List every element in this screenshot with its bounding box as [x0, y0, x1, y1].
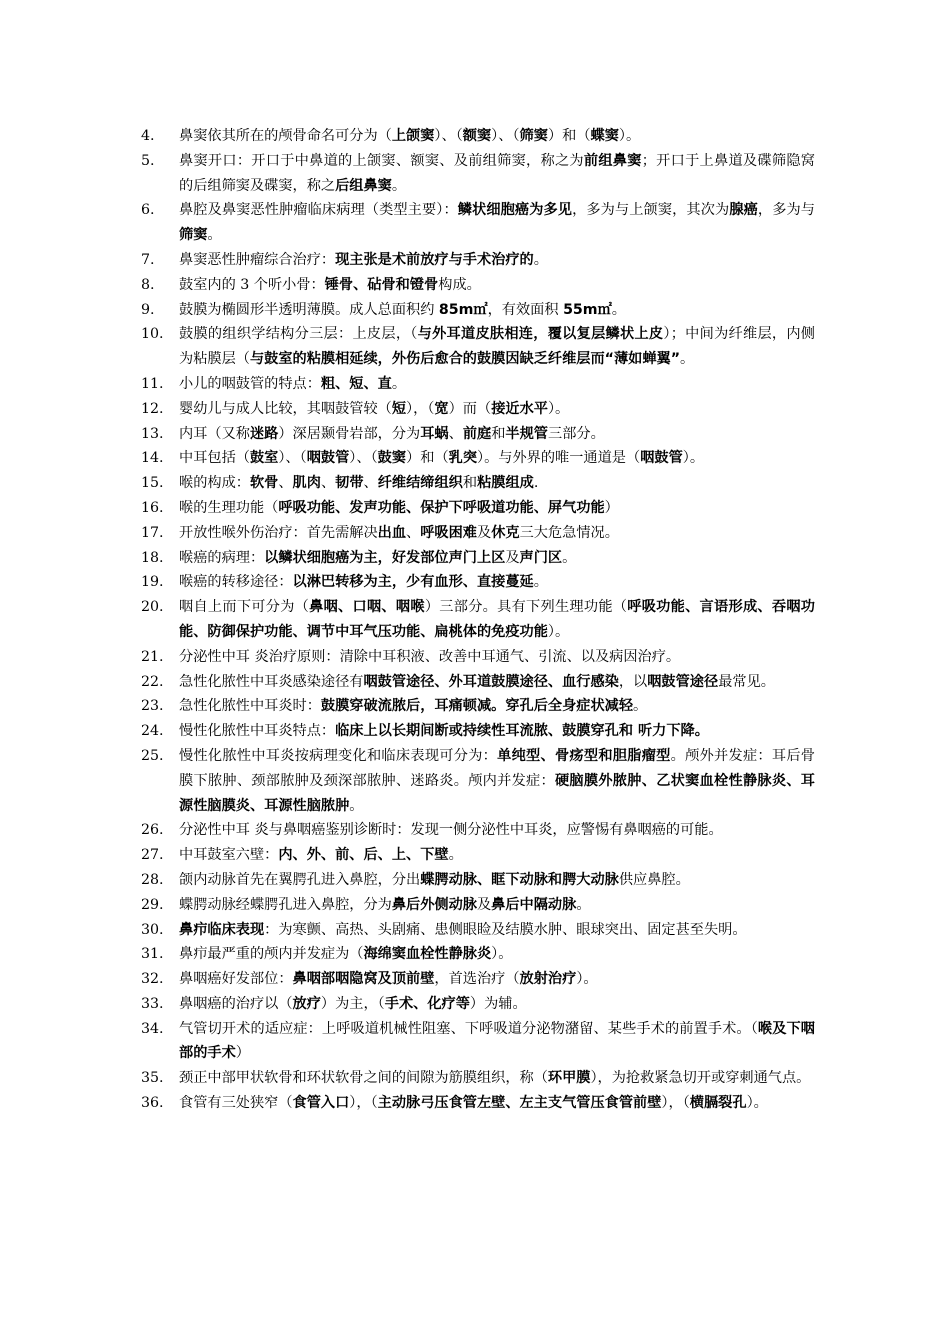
text-fragment: 蝶腭动脉经蝶腭孔进入鼻腔，分为 — [179, 896, 392, 913]
item-text — [179, 124, 815, 149]
item-text — [179, 570, 815, 595]
text-fragment: 。颅外并发症：耳后骨膜下脓肿、颈部脓肿及颈深部脓肿、迷路炎。颅内并发症： — [179, 747, 815, 789]
list-item — [0, 471, 950, 496]
list-item — [0, 918, 950, 943]
item-number: 7. — [141, 251, 155, 268]
item-text — [179, 198, 815, 248]
bold-answer: 放疗 — [292, 995, 321, 1012]
item-number: 24. — [141, 723, 164, 740]
bold-answer: 咽鼓管途径 — [647, 673, 719, 690]
list-item — [0, 446, 950, 471]
text-fragment: 喉的构成： — [179, 475, 250, 492]
list-item — [0, 124, 950, 149]
text-fragment: 鼻疖最严重的颅内并发症为（ — [179, 946, 364, 963]
bold-answer: 腺癌 — [729, 202, 758, 219]
item-number: 12. — [141, 400, 164, 417]
item-text — [179, 1066, 815, 1091]
text-fragment: ，首选治疗（ — [434, 971, 520, 988]
text-fragment: . — [533, 475, 539, 492]
text-fragment: 喉的生理功能（ — [179, 499, 279, 516]
list-item — [0, 149, 950, 199]
text-fragment: ，多为与上颌窦，其次为 — [572, 202, 730, 219]
text-fragment: 中耳鼓室六壁： — [179, 847, 279, 864]
list-item — [0, 595, 950, 645]
bold-answer: 单纯型、骨疡型和胆脂瘤型 — [497, 747, 671, 764]
text-fragment: ）。 — [576, 971, 598, 988]
bold-answer: 蝶腭动脉、眶下动脉和腭大动脉 — [420, 871, 619, 888]
bold-answer: 粘膜组成 — [477, 475, 534, 492]
text-fragment: 和 — [462, 475, 478, 492]
text-fragment: 急性化脓性中耳炎时： — [179, 698, 321, 715]
text-fragment: ），（ — [661, 1095, 690, 1112]
text-fragment: ）三部分。具有下列生理功能（ — [424, 599, 628, 616]
item-text — [179, 645, 815, 670]
item-text — [179, 273, 815, 298]
text-fragment: ）而（ — [448, 400, 492, 417]
item-text — [179, 1091, 815, 1116]
item-number: 22. — [141, 673, 164, 690]
list-item — [0, 422, 950, 447]
item-number: 11. — [141, 375, 164, 392]
bold-answer: 额窦 — [462, 128, 492, 144]
list-item — [0, 248, 950, 273]
text-fragment: ）为辅。 — [469, 995, 527, 1012]
bold-answer: 鳞状细胞癌为多见 — [457, 202, 573, 219]
list-item — [0, 992, 950, 1017]
item-text — [179, 322, 815, 372]
item-text — [179, 298, 815, 323]
text-fragment: 咽自上而下可分为（ — [179, 599, 310, 616]
bold-answer: 纤维结缔组织 — [377, 475, 463, 492]
list-item — [0, 570, 950, 595]
text-fragment: 喉癌的转移途径： — [179, 574, 293, 591]
item-text — [179, 149, 815, 199]
item-text — [179, 992, 815, 1017]
document-body — [0, 124, 950, 1116]
item-number: 26. — [141, 822, 164, 839]
text-fragment: 小儿的咽鼓管的特点： — [179, 375, 321, 392]
text-fragment: ）和（ — [547, 128, 591, 144]
item-number: 31. — [141, 946, 164, 963]
bold-answer: 锤骨、砧骨和镫骨 — [324, 276, 439, 293]
text-fragment: ；开口于上鼻道及碟筛隐窝的后组筛窦及碟窦，称之 — [179, 152, 815, 194]
bold-answer: 肌肉 — [292, 475, 321, 492]
text-fragment: ） — [604, 499, 619, 516]
text-fragment: 。 — [680, 351, 695, 368]
text-fragment: 供应鼻腔。 — [618, 871, 690, 888]
text-fragment: 鼻窦开口：开口于中鼻道的上颌窦、额窦、及前组筛窦，称之为 — [179, 152, 584, 169]
item-number: 16. — [141, 499, 164, 516]
item-number: 34. — [141, 1020, 164, 1037]
item-number: 6. — [141, 202, 155, 219]
bold-answer: 鼓膜穿破流脓后，耳痛顿减。穿孔后全身症状减轻 — [320, 698, 634, 715]
item-number: 10. — [141, 326, 164, 343]
item-number: 21. — [141, 648, 164, 665]
text-fragment: 慢性化脓性中耳炎按病理变化和临床表现可分为： — [179, 747, 498, 764]
list-item — [0, 719, 950, 744]
item-text — [179, 446, 815, 471]
bold-answer: 鼓窦 — [377, 450, 407, 467]
text-fragment: ）、（ — [349, 450, 378, 467]
bold-answer: 喉及下咽部的手术 — [179, 1020, 815, 1062]
item-text — [179, 397, 815, 422]
text-fragment: 、 — [363, 475, 378, 492]
list-item — [0, 372, 950, 397]
item-number: 33. — [141, 995, 164, 1012]
item-text — [179, 744, 815, 818]
text-fragment: ）。 — [618, 128, 641, 144]
bold-answer: 韧带 — [335, 475, 364, 492]
bold-answer: 上颌窦 — [391, 128, 435, 144]
item-text — [179, 422, 815, 447]
bold-answer: 前组鼻窦 — [583, 152, 642, 169]
text-fragment: ）。 — [746, 1095, 768, 1112]
list-item — [0, 397, 950, 422]
list-item — [0, 298, 950, 323]
bold-answer: 主动脉弓压食管左壁、左主支气管压食管前壁 — [377, 1095, 662, 1112]
item-text — [179, 595, 815, 645]
item-text — [179, 471, 815, 496]
text-fragment: ）、（ — [434, 128, 463, 144]
item-text — [179, 942, 815, 967]
bold-answer: 呼吸困难 — [420, 524, 477, 541]
bold-answer: 鼻咽部咽隐窝及顶前壁 — [292, 971, 435, 988]
item-text — [179, 719, 815, 744]
text-fragment: 三部分。 — [548, 425, 605, 442]
text-fragment: 构成。 — [438, 276, 481, 293]
text-fragment: 及 — [477, 524, 492, 541]
text-fragment: ），（ — [349, 1095, 378, 1112]
list-item — [0, 818, 950, 843]
list-item — [0, 868, 950, 893]
bold-answer: 海绵窦血栓性静脉炎 — [363, 946, 492, 963]
text-fragment: 。 — [349, 797, 364, 814]
list-item — [0, 843, 950, 868]
bold-answer: 粗、短、直 — [320, 375, 392, 392]
bold-answer: 迷路 — [249, 425, 279, 442]
text-fragment: 。 — [576, 896, 591, 913]
bold-answer: 呼吸功能、发声功能、保护下呼吸道功能、屏气功能 — [278, 499, 605, 516]
text-fragment: 分泌性中耳 炎治疗原则：清除中耳积液、改善中耳通气、引流、以及病因治疗。 — [179, 648, 681, 665]
bold-answer: 接近水平 — [491, 400, 548, 417]
item-text — [179, 496, 815, 521]
bold-answer: 声门区 — [519, 549, 563, 566]
item-number: 19. — [141, 574, 164, 591]
item-text — [179, 843, 815, 868]
bold-answer: 手术、化疗等 — [384, 995, 470, 1012]
text-fragment: 喉癌的病理： — [179, 549, 265, 566]
item-number: 18. — [141, 549, 164, 566]
text-fragment: 。 — [207, 227, 222, 244]
item-number: 17. — [141, 524, 164, 541]
list-item — [0, 1066, 950, 1091]
bold-answer: 85m㎡ — [438, 301, 488, 318]
item-text — [179, 670, 815, 695]
item-number: 32. — [141, 971, 164, 988]
bold-answer: 鼻咽、口咽、咽喉 — [309, 599, 425, 616]
bold-answer: 横膈裂孔 — [689, 1095, 747, 1112]
text-fragment: ）深居颞骨岩部，分为 — [278, 425, 421, 442]
text-fragment: 。 — [533, 251, 548, 268]
list-item — [0, 496, 950, 521]
bold-answer: 呼吸功能、言语形成、吞咽功能、防御保护功能、调节中耳气压功能、扁桃体的免疫功能 — [179, 599, 815, 640]
text-fragment: 、 — [278, 475, 293, 492]
text-fragment: 鼓膜的组织学结构分三层：上皮层，（ — [179, 326, 418, 343]
bold-answer: 鼻后中隔动脉 — [491, 896, 577, 913]
text-fragment: ）。 — [491, 946, 513, 963]
text-fragment: 颌内动脉首先在翼腭孔进入鼻腔，分出 — [179, 871, 421, 888]
item-text — [179, 818, 815, 843]
text-fragment: 鼻窦恶性肿瘤综合治疗： — [179, 251, 336, 268]
list-item — [0, 744, 950, 818]
list-item — [0, 198, 950, 248]
bold-answer: 筛窦 — [519, 128, 548, 144]
item-number: 9. — [141, 301, 155, 318]
item-number: 20. — [141, 599, 164, 616]
bold-answer: 短 — [391, 400, 407, 417]
list-item — [0, 967, 950, 992]
bold-answer: 前庭 — [462, 425, 492, 442]
text-fragment: 最常见。 — [718, 673, 775, 690]
item-text — [179, 1017, 815, 1067]
text-fragment: 分泌性中耳 炎与鼻咽癌鉴别诊断时：发现一侧分泌性中耳炎，应警惕有鼻咽癌的可能。 — [179, 822, 723, 839]
bold-answer: 耳蜗 — [420, 425, 449, 442]
text-fragment: ）、（ — [491, 128, 520, 144]
item-number: 29. — [141, 896, 164, 913]
text-fragment: ）。 — [547, 400, 570, 417]
text-fragment: 颈正中部甲状软骨和环状软骨之间的间隙为筋膜组织，称（ — [179, 1070, 548, 1087]
text-fragment: ）、（ — [278, 450, 307, 467]
item-number: 36. — [141, 1095, 164, 1112]
item-text — [179, 546, 815, 571]
text-fragment: ：为寒颤、高热、头剧痛、患侧眼睑及结膜水肿、眼球突出、固定甚至失明。 — [264, 921, 747, 938]
list-item — [0, 1091, 950, 1116]
item-text — [179, 893, 815, 918]
bold-answer: 宽 — [434, 400, 449, 417]
text-fragment: 开放性喉外伤治疗：首先需解决 — [179, 524, 378, 541]
text-fragment: 鼻咽癌的治疗以（ — [179, 995, 293, 1012]
bold-answer: 硬脑膜外脓肿、乙状窦血栓性静脉炎、耳源性脑膜炎、耳源性脑脓肿 — [179, 772, 815, 814]
list-item — [0, 546, 950, 571]
bold-answer: 咽鼓管途径、外耳道鼓膜途径、血行感染 — [363, 673, 619, 690]
bold-answer: 鼻后外侧动脉 — [391, 896, 477, 913]
item-number: 14. — [141, 450, 164, 467]
text-fragment: ） — [235, 1045, 250, 1062]
bold-answer: 咽鼓管 — [306, 450, 350, 467]
text-fragment: 及 — [505, 549, 520, 566]
text-fragment: 。 — [633, 698, 648, 715]
item-number: 35. — [141, 1070, 164, 1087]
text-fragment: ），（ — [406, 400, 435, 417]
bold-answer: 与外耳道皮肤相连，覆以复层鳞状上皮 — [417, 326, 664, 343]
bold-answer: 内、外、前、后、上、下壁 — [278, 847, 449, 864]
list-item — [0, 645, 950, 670]
item-text — [179, 918, 815, 943]
bold-answer: 出血 — [377, 524, 407, 541]
text-fragment: ，多为与 — [757, 202, 815, 219]
item-number: 23. — [141, 698, 164, 715]
item-number: 5. — [141, 152, 155, 169]
item-number: 15. — [141, 475, 164, 492]
bold-answer: 鼻疖临床表现 — [179, 921, 265, 938]
text-fragment: 及 — [476, 896, 492, 913]
bold-answer: 筛窦 — [179, 227, 208, 244]
text-fragment: 内耳（又称 — [179, 425, 250, 442]
list-item — [0, 1017, 950, 1067]
bold-answer: 以鳞状细胞癌为主，好发部位声门上区 — [264, 549, 506, 566]
item-text — [179, 868, 815, 893]
list-item — [0, 893, 950, 918]
bold-answer: 半规管 — [505, 425, 548, 442]
bold-answer: 后组鼻窦 — [335, 177, 392, 194]
text-fragment: 鼻窦依其所在的颅骨命名可分为（ — [179, 128, 392, 144]
bold-answer: 蝶窦 — [590, 128, 619, 144]
item-text — [179, 372, 815, 397]
list-item — [0, 521, 950, 546]
text-fragment: 。 — [611, 301, 626, 318]
text-fragment: 。 — [448, 847, 463, 864]
text-fragment: ）。 — [682, 450, 705, 467]
text-fragment: 气管切开术的适应症：上呼吸道机械性阻塞、下呼吸道分泌物潴留、某些手术的前置手术。（ — [179, 1020, 758, 1037]
item-text — [179, 967, 815, 992]
list-item — [0, 694, 950, 719]
text-fragment: 、 — [320, 475, 336, 492]
text-fragment: 、 — [406, 524, 421, 541]
item-number: 28. — [141, 871, 164, 888]
item-number: 4. — [141, 128, 155, 144]
text-fragment: 食管有三处狭窄（ — [179, 1095, 293, 1112]
item-number: 13. — [141, 425, 164, 442]
text-fragment: 鼻腔及鼻窦恶性肿瘤临床病理（类型主要）： — [179, 202, 458, 219]
bold-answer: 现主张是术前放疗与手术治疗的 — [335, 251, 534, 268]
text-fragment: 三大危急情况。 — [519, 524, 619, 541]
list-item — [0, 670, 950, 695]
bold-answer: 以淋巴转移为主，少有血形、直接蔓延 — [292, 574, 534, 591]
text-fragment: ，以 — [618, 673, 648, 690]
bold-answer: 55m㎡ — [563, 301, 612, 318]
item-number: 25. — [141, 747, 164, 764]
bold-answer: 与鼓室的粘膜相延续，外伤后愈合的鼓膜因缺乏纤维层而“薄如蝉翼” — [249, 351, 681, 368]
bold-answer: 咽鼓管 — [640, 450, 683, 467]
text-fragment: ）为主，（ — [320, 995, 385, 1012]
list-item — [0, 322, 950, 372]
item-text — [179, 248, 815, 273]
text-fragment: 和 — [491, 425, 506, 442]
bold-answer: 软骨 — [249, 475, 279, 492]
text-fragment: 鼻咽癌好发部位： — [179, 971, 293, 988]
text-fragment: 急性化脓性中耳炎感染途径有 — [179, 673, 364, 690]
text-fragment: 、 — [448, 425, 463, 442]
bold-answer: 鼓室 — [249, 450, 279, 467]
text-fragment: ），为抢救紧急切开或穿刺通气点。 — [590, 1070, 811, 1087]
item-number: 30. — [141, 921, 164, 938]
bold-answer: 乳突 — [448, 450, 478, 467]
list-item — [0, 942, 950, 967]
bold-answer: 环甲膜 — [547, 1070, 591, 1087]
item-text — [179, 521, 815, 546]
item-text — [179, 694, 815, 719]
list-item — [0, 273, 950, 298]
bold-answer: 食管入口 — [292, 1095, 350, 1112]
text-fragment: 中耳包括（ — [179, 450, 250, 467]
text-fragment: 婴幼儿与成人比较，其咽鼓管较（ — [179, 400, 392, 417]
text-fragment: ）。 — [547, 623, 570, 640]
text-fragment: 。 — [391, 177, 407, 194]
text-fragment: 鼓膜为椭圆形半透明薄膜。成人总面积约 — [179, 301, 439, 318]
text-fragment: ，有效面积 — [487, 301, 564, 318]
bold-answer: 临床上以长期间断或持续性耳流脓、鼓膜穿孔和 听力下降。 — [335, 723, 709, 740]
bold-answer: 休克 — [491, 524, 520, 541]
text-fragment: 。 — [533, 574, 548, 591]
text-fragment: 慢性化脓性中耳炎特点： — [179, 723, 336, 740]
text-fragment: 。 — [562, 549, 577, 566]
item-number: 8. — [141, 276, 155, 293]
text-fragment: 鼓室内的 3 个听小骨： — [179, 276, 325, 293]
text-fragment: ）和（ — [406, 450, 449, 467]
text-fragment: 。 — [391, 375, 407, 392]
item-number: 27. — [141, 847, 164, 864]
bold-answer: 放射治疗 — [519, 971, 577, 988]
text-fragment: ）。与外界的唯一通道是（ — [477, 450, 641, 467]
text-fragment: ）；中间为纤维层，内侧为粘膜层（ — [179, 326, 815, 368]
